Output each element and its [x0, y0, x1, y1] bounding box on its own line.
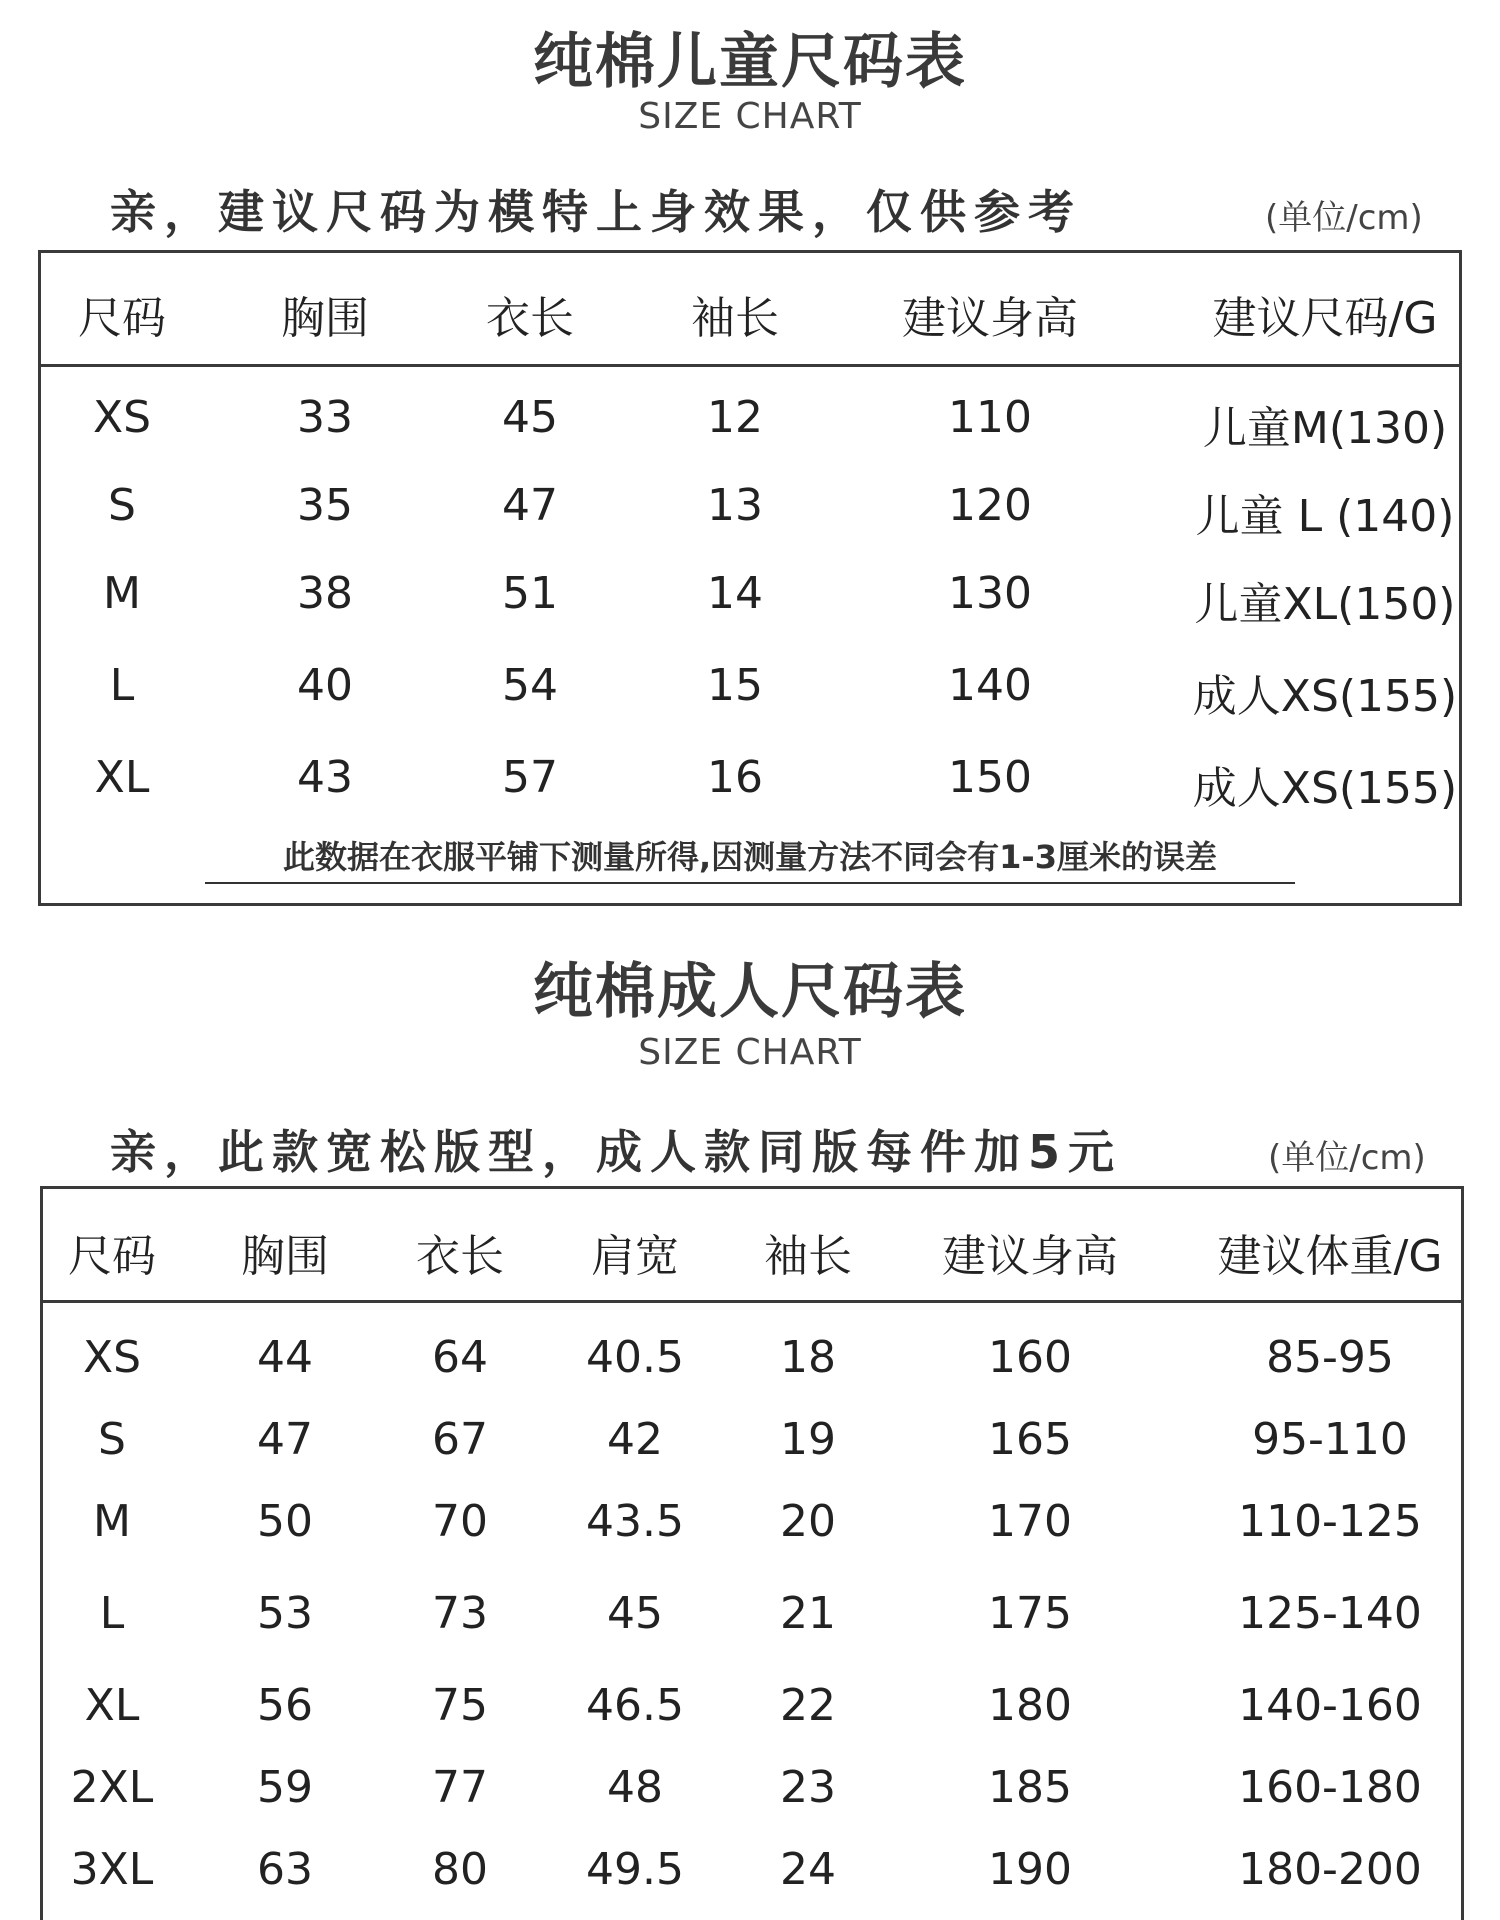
- kids-footnote: 此数据在衣服平铺下测量所得,因测量方法不同会有1-3厘米的误差: [205, 832, 1295, 884]
- adult-table-cell: 40.5: [586, 1332, 684, 1383]
- adult-table-cell: 42: [607, 1414, 663, 1465]
- kids-table-cell: M: [103, 568, 141, 619]
- adult-table-cell: S: [98, 1414, 126, 1465]
- kids-table-cell: 110: [948, 392, 1032, 443]
- adult-header-cell: 建议体重/G: [1217, 1231, 1443, 1282]
- kids-table-cell: XS: [92, 392, 152, 443]
- kids-table-cell: 54: [502, 660, 558, 711]
- kids-table-cell: 51: [502, 568, 558, 619]
- kids-table-cell: 47: [502, 480, 558, 531]
- adult-table-cell: 49.5: [586, 1844, 684, 1895]
- kids-table-cell: 15: [707, 660, 763, 711]
- adult-table-cell: 59: [257, 1762, 313, 1813]
- adult-table-cell: 73: [432, 1588, 488, 1639]
- adult-table-cell: M: [93, 1496, 131, 1547]
- kids-note: 亲，建议尺码为模特上身效果，仅供参考: [110, 185, 1082, 239]
- adult-table-cell: 22: [780, 1680, 836, 1731]
- kids-table-cell: 33: [297, 392, 353, 443]
- adult-table-cell: 175: [988, 1588, 1072, 1639]
- kids-table-cell: S: [108, 480, 136, 531]
- kids-table-cell: 35: [297, 480, 353, 531]
- adult-table-cell: 50: [257, 1496, 313, 1547]
- adult-table-cell: 125-140: [1238, 1588, 1422, 1639]
- kids-header-divider: [41, 364, 1459, 367]
- kids-table-cell: 57: [502, 752, 558, 803]
- adult-table-cell: 160-180: [1238, 1762, 1422, 1813]
- adult-table-cell: 21: [780, 1588, 836, 1639]
- kids-header-cell: 袖长: [691, 293, 779, 344]
- kids-table-cell: 14: [707, 568, 763, 619]
- kids-table-cell: 成人XS(155): [1192, 671, 1458, 722]
- kids-table-cell: 43: [297, 752, 353, 803]
- adult-table-cell: 18: [780, 1332, 836, 1383]
- adult-table-cell: 64: [432, 1332, 488, 1383]
- adult-table-cell: 75: [432, 1680, 488, 1731]
- adult-table-cell: 43.5: [586, 1496, 684, 1547]
- kids-unit: (单位/cm): [1265, 198, 1423, 238]
- adult-table-cell: 24: [780, 1844, 836, 1895]
- adult-table-cell: 170: [988, 1496, 1072, 1547]
- adult-table-cell: 160: [988, 1332, 1072, 1383]
- kids-table-cell: 140: [948, 660, 1032, 711]
- kids-header-cell: 建议身高: [902, 293, 1078, 344]
- adult-table-cell: 190: [988, 1844, 1072, 1895]
- adult-subtitle: SIZE CHART: [638, 1032, 862, 1073]
- adult-table-cell: 47: [257, 1414, 313, 1465]
- adult-unit: (单位/cm): [1268, 1138, 1426, 1178]
- adult-table-cell: 53: [257, 1588, 313, 1639]
- adult-table-cell: 70: [432, 1496, 488, 1547]
- adult-table-cell: 77: [432, 1762, 488, 1813]
- kids-table-cell: XL: [94, 752, 150, 803]
- kids-table-cell: 150: [948, 752, 1032, 803]
- adult-table-cell: 3XL: [70, 1844, 154, 1895]
- adult-table-cell: 95-110: [1252, 1414, 1408, 1465]
- kids-table-cell: 38: [297, 568, 353, 619]
- adult-header-cell: 建议身高: [942, 1231, 1118, 1282]
- kids-table-cell: 儿童 L (140): [1195, 491, 1455, 542]
- kids-subtitle: SIZE CHART: [638, 96, 862, 137]
- adult-table-cell: 56: [257, 1680, 313, 1731]
- adult-table-cell: 2XL: [70, 1762, 154, 1813]
- adult-table-cell: 23: [780, 1762, 836, 1813]
- adult-header-cell: 尺码: [68, 1231, 156, 1282]
- kids-table-cell: 12: [707, 392, 763, 443]
- adult-header-cell: 胸围: [241, 1231, 329, 1282]
- adult-table-cell: 44: [257, 1332, 313, 1383]
- adult-table-cell: 46.5: [586, 1680, 684, 1731]
- kids-header-cell: 尺码: [78, 293, 166, 344]
- kids-table-cell: 40: [297, 660, 353, 711]
- kids-table-cell: 儿童M(130): [1202, 403, 1448, 454]
- adult-header-divider: [43, 1300, 1461, 1303]
- adult-table-cell: 45: [607, 1588, 663, 1639]
- adult-table-cell: XS: [82, 1332, 142, 1383]
- kids-header-cell: 胸围: [281, 293, 369, 344]
- adult-table-cell: 19: [780, 1414, 836, 1465]
- adult-table-cell: 185: [988, 1762, 1072, 1813]
- adult-header-cell: 袖长: [764, 1231, 852, 1282]
- adult-table-cell: 20: [780, 1496, 836, 1547]
- adult-table-cell: 180: [988, 1680, 1072, 1731]
- adult-header-cell: 肩宽: [591, 1231, 679, 1282]
- adult-table-cell: 85-95: [1266, 1332, 1394, 1383]
- kids-table-cell: 45: [502, 392, 558, 443]
- adult-table-cell: 165: [988, 1414, 1072, 1465]
- adult-table-cell: 67: [432, 1414, 488, 1465]
- adult-table-cell: 140-160: [1238, 1680, 1422, 1731]
- adult-table-cell: 63: [257, 1844, 313, 1895]
- kids-table-cell: 120: [948, 480, 1032, 531]
- adult-table-cell: 110-125: [1238, 1496, 1422, 1547]
- adult-table-cell: L: [99, 1588, 125, 1639]
- adult-table-cell: 180-200: [1238, 1844, 1422, 1895]
- adult-table-cell: 80: [432, 1844, 488, 1895]
- kids-table-cell: 13: [707, 480, 763, 531]
- kids-header-cell: 衣长: [486, 293, 574, 344]
- adult-title: 纯棉成人尺码表: [533, 957, 967, 1027]
- adult-table-cell: 48: [607, 1762, 663, 1813]
- kids-title: 纯棉儿童尺码表: [533, 27, 967, 97]
- adult-table-cell: XL: [84, 1680, 140, 1731]
- kids-table-cell: 16: [707, 752, 763, 803]
- adult-header-cell: 衣长: [416, 1231, 504, 1282]
- kids-table-cell: 儿童XL(150): [1194, 579, 1456, 630]
- kids-table-cell: L: [109, 660, 135, 711]
- adult-note: 亲，此款宽松版型，成人款同版每件加5元: [110, 1125, 1123, 1179]
- kids-table-cell: 130: [948, 568, 1032, 619]
- kids-header-cell: 建议尺码/G: [1212, 293, 1438, 344]
- kids-table-cell: 成人XS(155): [1192, 763, 1458, 814]
